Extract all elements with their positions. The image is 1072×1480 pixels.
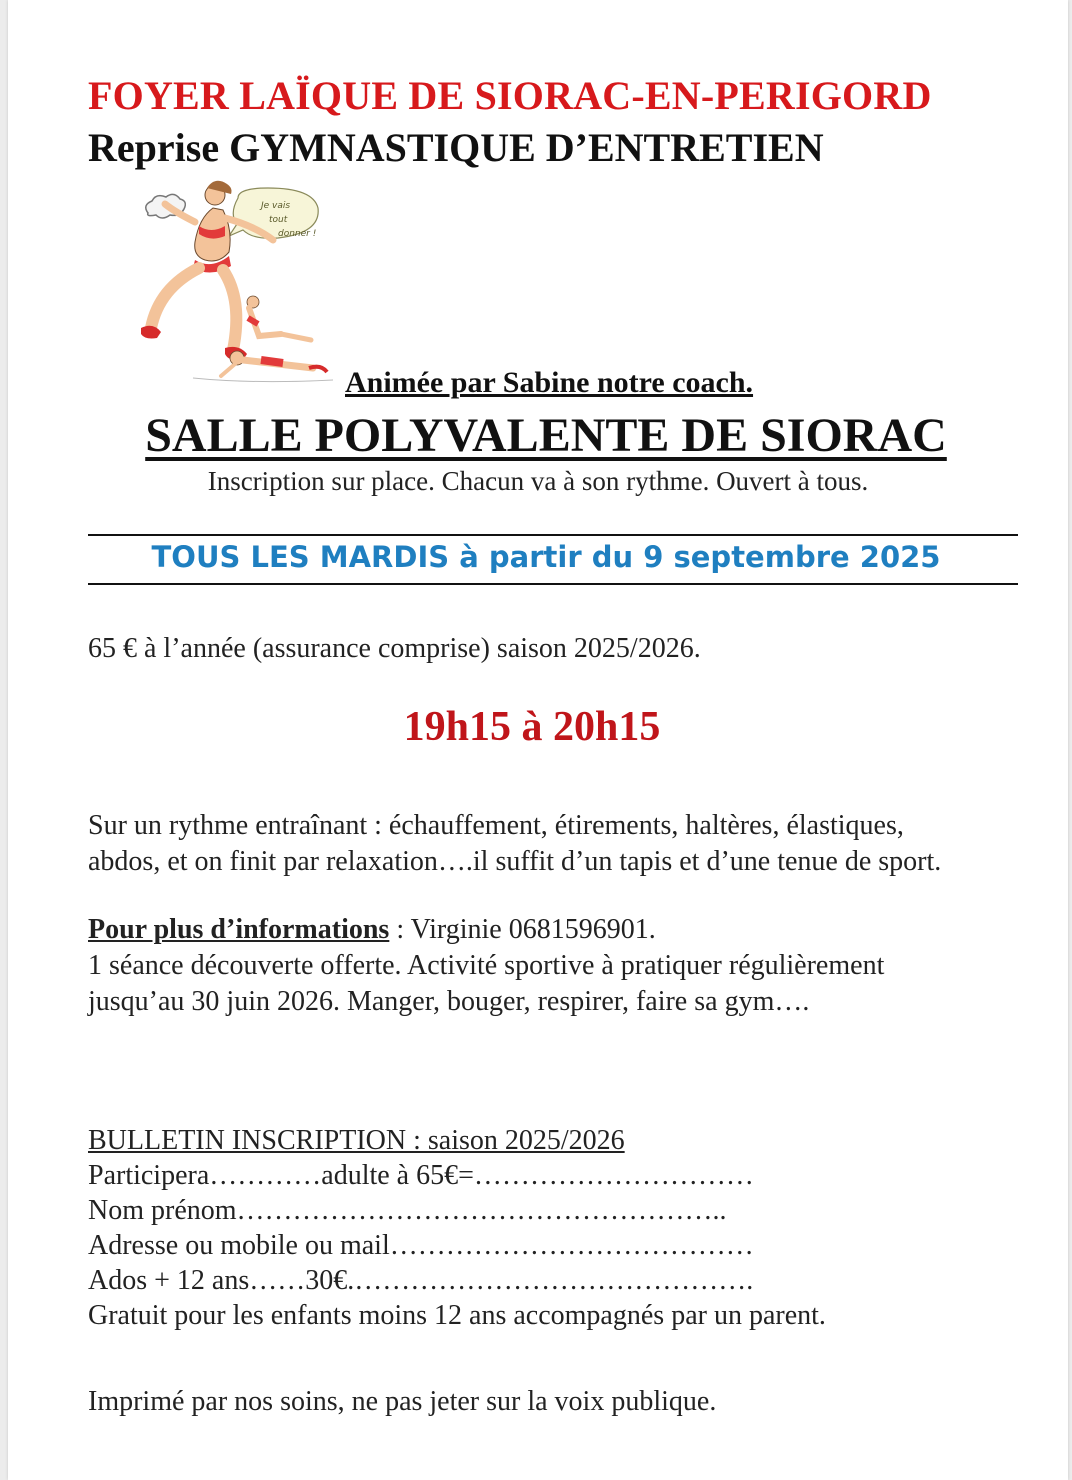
contact-line-3: jusqu’au 30 juin 2026. Manger, bouger, respirer, faire sa gym…. bbox=[88, 986, 810, 1017]
speech-line-1: Je vais bbox=[261, 201, 291, 211]
contact-line-2: 1 séance découverte offerte. Activité sportive à pratiquer régulièrement bbox=[88, 950, 885, 981]
venue-name: SALLE POLYVALENTE DE SIORAC bbox=[145, 409, 947, 462]
organization-title: FOYER LAÏQUE DE SIORAC-EN-PERIGORD bbox=[88, 73, 932, 118]
description-line-1: Sur un rythme entraînant : échauffement, étirements, haltères, élastiques, bbox=[88, 810, 904, 841]
session-hours bbox=[8, 703, 1068, 751]
registration-form bbox=[88, 1123, 826, 1333]
footer-note: Imprimé par nos soins, ne pas jeter sur la voix publique. bbox=[88, 1386, 717, 1417]
description bbox=[88, 808, 941, 880]
form-heading: BULLETIN INSCRIPTION : saison 2025/2026 bbox=[88, 1125, 625, 1156]
top-divider bbox=[88, 534, 1018, 536]
description-line-2: abdos, et on finit par relaxation….il suffit d’un tapis et d’une tenue de sport. bbox=[88, 846, 942, 877]
contact-block bbox=[88, 912, 884, 1020]
speech-line-3: donner ! bbox=[278, 229, 317, 239]
price-line: 65 € à l’année (assurance comprise) saison 2025/2026. bbox=[88, 633, 701, 664]
form-line-participation: Participera…………adulte à 65€=………………………… bbox=[88, 1160, 754, 1191]
form-line-teens: Ados + 12 ans……30€.……………………………………. bbox=[88, 1265, 754, 1296]
form-line-children: Gratuit pour les enfants moins 12 ans accompagnés par un parent. bbox=[88, 1300, 826, 1331]
schedule-banner bbox=[8, 540, 1068, 574]
bottom-divider bbox=[88, 583, 1018, 585]
form-line-address: Adresse ou mobile ou mail………………………………… bbox=[88, 1230, 754, 1261]
registration-info: Inscription sur place. Chacun va à son rythme. Ouvert à tous. bbox=[207, 466, 869, 496]
activity-title: Reprise GYMNASTIQUE D’ENTRETIEN bbox=[88, 125, 824, 170]
flyer-page bbox=[8, 0, 1068, 1480]
contact-value: : Virginie 0681596901. bbox=[389, 914, 656, 945]
form-line-name: Nom prénom…………………………………………….. bbox=[88, 1195, 727, 1226]
contact-label: Pour plus d’informations bbox=[88, 914, 390, 945]
venue-heading bbox=[8, 408, 1068, 463]
schedule-text: TOUS LES MARDIS à partir du 9 septembre 2025 bbox=[151, 540, 941, 574]
speech-line-2: tout bbox=[269, 215, 288, 225]
hours-text: 19h15 à 20h15 bbox=[403, 704, 661, 750]
gym-women-illustration bbox=[133, 168, 348, 393]
coach-line: Animée par Sabine notre coach. bbox=[345, 366, 754, 399]
